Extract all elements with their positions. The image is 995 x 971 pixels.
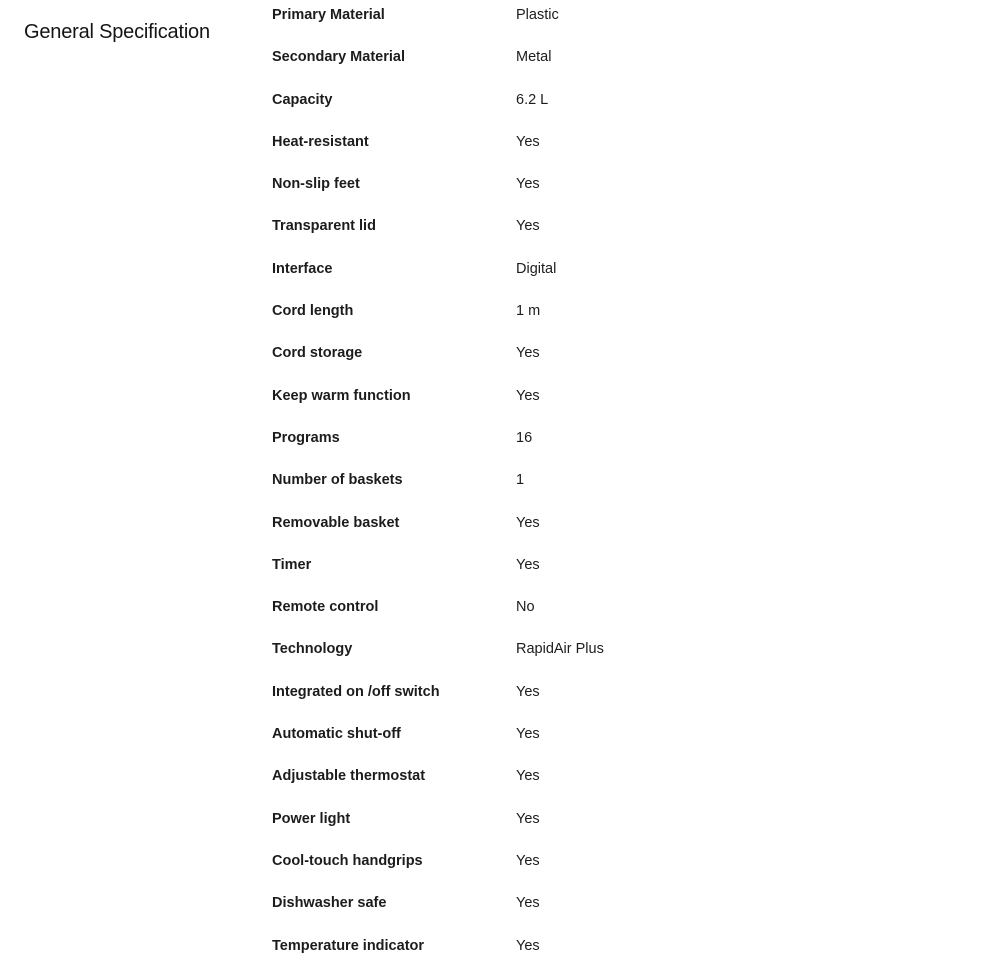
spec-label: Cord length (272, 303, 354, 320)
spec-label: Interface (272, 260, 333, 277)
spec-value: Digital (516, 260, 557, 277)
spec-row (272, 344, 995, 386)
spec-row (272, 302, 995, 344)
spec-row (272, 894, 995, 936)
spec-row (272, 937, 995, 971)
spec-row (272, 810, 995, 852)
spec-label: Remote control (272, 599, 379, 616)
spec-value: Yes (516, 810, 540, 827)
spec-value: Yes (516, 514, 540, 531)
spec-label: Keep warm function (272, 387, 411, 404)
spec-value: Yes (516, 852, 540, 869)
spec-label: Integrated on /off switch (272, 683, 440, 700)
spec-value: 1 m (516, 303, 541, 320)
spec-row (272, 429, 995, 471)
spec-label: Cord storage (272, 345, 363, 362)
spec-value: Yes (516, 683, 540, 700)
spec-label: Dishwasher safe (272, 895, 387, 912)
spec-label: Temperature indicator (272, 937, 425, 954)
spec-row (272, 767, 995, 809)
spec-label: Timer (272, 556, 312, 573)
spec-value: No (516, 599, 535, 616)
spec-row (272, 133, 995, 175)
spec-value: Yes (516, 768, 540, 785)
spec-row (272, 725, 995, 767)
spec-label: Power light (272, 810, 351, 827)
spec-value: 16 (516, 429, 533, 446)
spec-label: Removable basket (272, 514, 400, 531)
spec-label: Secondary Material (272, 49, 405, 66)
spec-label: Automatic shut-off (272, 726, 401, 743)
spec-value: 6.2 L (516, 91, 549, 108)
spec-label: Technology (272, 641, 353, 658)
spec-value: Yes (516, 387, 540, 404)
spec-row (272, 471, 995, 513)
spec-row (272, 514, 995, 556)
spec-rows (272, 6, 995, 971)
spec-label: Programs (272, 429, 340, 446)
spec-value: Yes (516, 726, 540, 743)
spec-label: Cool-touch handgrips (272, 852, 423, 869)
spec-value: 1 (516, 472, 525, 489)
spec-label: Number of baskets (272, 472, 403, 489)
spec-label: Capacity (272, 91, 333, 108)
spec-value: Yes (516, 218, 540, 235)
spec-label: Transparent lid (272, 218, 376, 235)
spec-row (272, 556, 995, 598)
spec-row (272, 6, 995, 48)
spec-label: Adjustable thermostat (272, 768, 426, 785)
spec-value: Yes (516, 937, 540, 954)
spec-value: Metal (516, 49, 552, 66)
spec-label: Primary Material (272, 7, 385, 23)
spec-value: Yes (516, 345, 540, 362)
spec-row (272, 640, 995, 682)
spec-row (272, 48, 995, 90)
spec-row (272, 387, 995, 429)
spec-value: Yes (516, 176, 540, 193)
spec-row (272, 91, 995, 133)
spec-row (272, 260, 995, 302)
spec-value: Plastic (516, 7, 559, 23)
spec-row (272, 683, 995, 725)
spec-row (272, 217, 995, 259)
spec-value: Yes (516, 133, 540, 150)
spec-value: RapidAir Plus (516, 641, 604, 658)
spec-label: Non-slip feet (272, 176, 360, 193)
spec-row (272, 175, 995, 217)
spec-row (272, 852, 995, 894)
spec-value: Yes (516, 895, 540, 912)
spec-label: Heat-resistant (272, 133, 369, 150)
spec-row (272, 598, 995, 640)
spec-value: Yes (516, 556, 540, 573)
section-heading: General Specification (24, 20, 210, 43)
